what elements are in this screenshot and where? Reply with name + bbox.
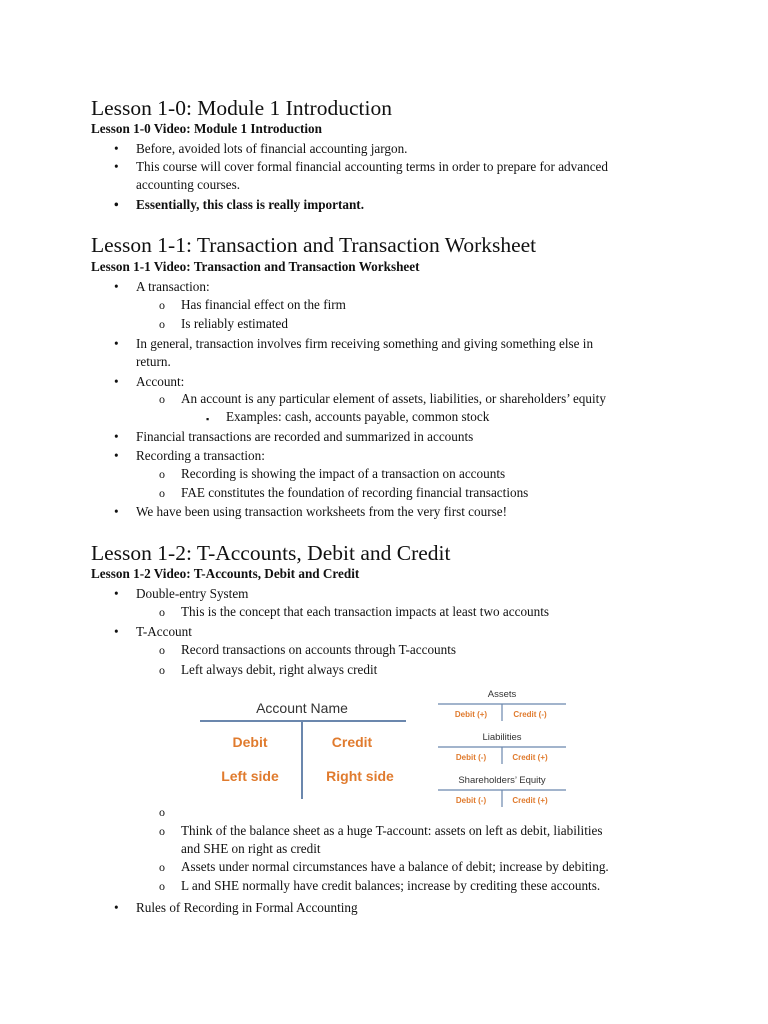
account-name: Liabilities [482, 732, 522, 743]
bullet-marker: o [159, 392, 165, 406]
list-item-text: Is reliably estimated [181, 316, 288, 331]
list-item [114, 373, 185, 391]
list-item-text: Recording a transaction: [136, 448, 265, 463]
bullet-marker: • [114, 159, 119, 174]
list-item [159, 661, 378, 679]
account-debit-label: Debit (-) [455, 796, 487, 805]
list-item [114, 623, 192, 641]
bullet-marker: • [114, 504, 119, 519]
bullet-marker: • [114, 900, 119, 915]
section-subheading: Lesson 1-0 Video: Module 1 Introduction [91, 121, 322, 136]
account-debit-label: Debit (-) [455, 753, 487, 762]
account-credit-label: Credit (+) [512, 753, 548, 762]
list-item [114, 503, 507, 521]
list-item [159, 641, 457, 659]
list-item-continuation: and SHE on right as credit [181, 841, 321, 856]
bullet-marker: o [159, 663, 165, 677]
account-name: Assets [487, 689, 517, 700]
list-item-text: Assets under normal circumstances have a balance of debit; increase by debiting. [181, 859, 609, 874]
list-item [159, 315, 288, 333]
list-item [114, 447, 265, 465]
t-account-label-right-top: Credit [331, 734, 373, 750]
list-item-text: A transaction: [136, 279, 210, 294]
list-item-text: Financial transactions are recorded and summarized in accounts [136, 429, 474, 444]
t-account-label-left-top: Debit [232, 734, 268, 750]
list-item [114, 158, 608, 192]
t-account-title: Account Name [256, 700, 348, 716]
list-item-text: In general, transaction involves firm receiving something and giving something else in [136, 336, 594, 351]
bullet-marker: o [159, 824, 165, 838]
list-item-text: This course will cover formal financial accounting terms in order to prepare for advanced [136, 159, 608, 174]
bullet-marker: • [114, 336, 119, 351]
bullet-marker: • [114, 586, 119, 601]
list-item [114, 428, 474, 446]
section-subheading: Lesson 1-1 Video: Transaction and Transaction Worksheet [91, 259, 420, 274]
bullet-marker: • [114, 374, 119, 389]
list-item-text: Essentially, this class is really important. [136, 197, 364, 212]
account-credit-label: Credit (-) [513, 710, 547, 719]
list-item-text: Before, avoided lots of financial accounting jargon. [136, 141, 408, 156]
list-item-text: An account is any particular element of assets, liabilities, or shareholders’ equity [181, 391, 606, 406]
list-item-text: Has financial effect on the firm [181, 297, 346, 312]
list-item-continuation: accounting courses. [136, 177, 240, 192]
list-item-text: Record transactions on accounts through T-accounts [181, 642, 457, 657]
section-subheading: Lesson 1-2 Video: T-Accounts, Debit and Credit [91, 566, 360, 581]
list-item-text: Examples: cash, accounts payable, common stock [226, 409, 490, 424]
t-account-diagram [196, 693, 411, 803]
list-item-text: Account: [136, 374, 185, 389]
list-item [114, 140, 408, 158]
bullet-marker: o [159, 467, 165, 481]
bullet-marker: • [114, 448, 119, 463]
list-item-text: T-Account [136, 624, 192, 639]
list-item-text: Double-entry System [136, 586, 249, 601]
bullet-marker: o [159, 879, 165, 893]
list-item [159, 822, 603, 856]
list-item-text: FAE constitutes the foundation of recording financial transactions [181, 485, 529, 500]
bullet-marker: o [159, 643, 165, 657]
bullet-marker: • [114, 197, 119, 212]
bullet-marker: ▪ [206, 414, 210, 424]
list-item [159, 465, 506, 483]
bullet-marker: • [114, 624, 119, 639]
bullet-marker: o [159, 605, 165, 619]
bullet-marker: o [159, 317, 165, 331]
account-debit-label: Debit (+) [454, 710, 488, 719]
list-item-text: Left always debit, right always credit [181, 662, 378, 677]
list-item [159, 603, 550, 621]
bullet-marker: o [159, 860, 165, 874]
bullet-marker: o [159, 298, 165, 312]
list-item [114, 335, 594, 369]
section-heading: Lesson 1-2: T-Accounts, Debit and Credit [91, 541, 451, 565]
list-item-text: This is the concept that each transaction impacts at least two accounts [181, 604, 550, 619]
list-item-continuation: return. [136, 354, 171, 369]
t-account-label-left-bottom: Left side [221, 768, 279, 784]
list-item [159, 296, 346, 314]
list-item [114, 585, 249, 603]
bullet-marker: • [114, 141, 119, 156]
account-name: Shareholders’ Equity [458, 775, 546, 786]
bullet-marker: • [114, 429, 119, 444]
balance-sheet-t-accounts [434, 680, 574, 814]
list-item-text: Think of the balance sheet as a huge T-account: assets on left as debit, liabilities [181, 823, 603, 838]
section-heading: Lesson 1-0: Module 1 Introduction [91, 96, 392, 120]
section-heading: Lesson 1-1: Transaction and Transaction Worksheet [91, 233, 537, 257]
list-item [114, 278, 210, 296]
list-item [159, 390, 606, 408]
list-item [159, 858, 609, 876]
list-item [206, 408, 490, 426]
account-credit-label: Credit (+) [512, 796, 548, 805]
list-item-text: We have been using transaction worksheets from the very first course! [136, 504, 507, 519]
list-item-text: Rules of Recording in Formal Accounting [136, 900, 358, 915]
list-item [114, 899, 358, 917]
list-item [159, 484, 529, 502]
list-item-text: L and SHE normally have credit balances; increase by crediting these accounts. [181, 878, 601, 893]
bullet-marker: o [159, 805, 165, 819]
t-account-label-right-bottom: Right side [326, 768, 394, 784]
bullet-marker: • [114, 279, 119, 294]
list-item-text: Recording is showing the impact of a transaction on accounts [181, 466, 506, 481]
bullet-marker: o [159, 486, 165, 500]
list-item [159, 877, 601, 895]
list-item [114, 196, 364, 214]
